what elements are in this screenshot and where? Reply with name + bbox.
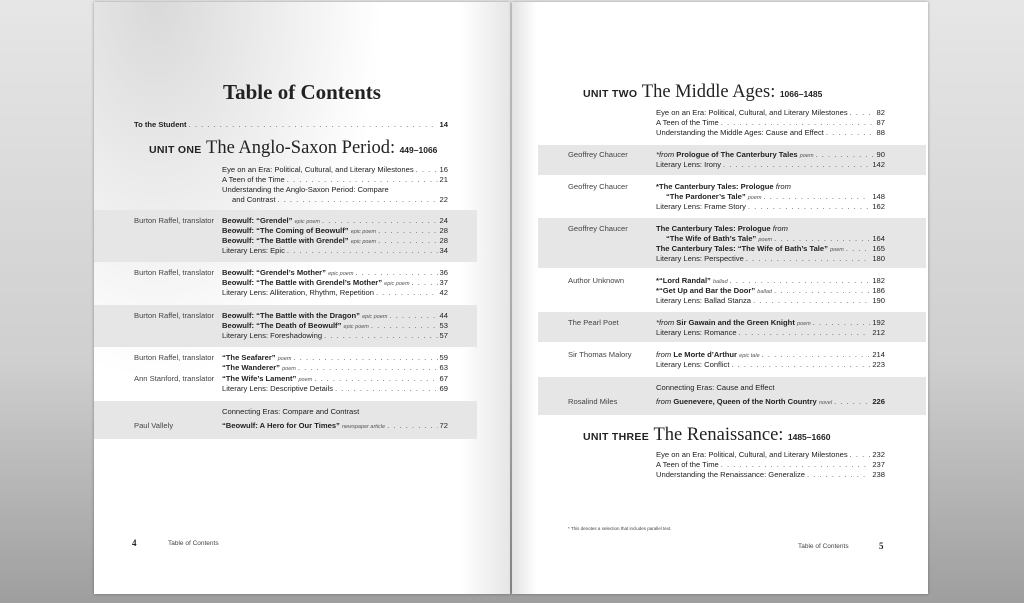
toc-entry-to-student[interactable]: To the Student . . . 14 <box>134 120 448 130</box>
unit-one-heading: UNIT ONE The Anglo-Saxon Period: 449–1066 <box>149 138 438 158</box>
author-name: Burton Raffel, translator <box>134 353 215 362</box>
toc-entry[interactable]: Eye on an Era: Political, Cultural, and Literary Milestones . . . 232 <box>656 450 885 460</box>
toc-entry[interactable]: Beowulf: “The Death of Beowulf” epic poem . . . 53 <box>222 321 448 332</box>
toc-entry[interactable]: A Teen of the Time . . . 21 <box>222 175 448 185</box>
toc-entry[interactable]: Beowulf: “The Coming of Beowulf” epic poem . . . 28 <box>222 226 448 237</box>
toc-entry[interactable]: Eye on an Era: Political, Cultural, and Literary Milestones . . . 82 <box>656 108 885 118</box>
toc-entry[interactable]: Beowulf: “Grendel’s Mother” epic poem . . . 36 <box>222 268 448 279</box>
author-name: Rosalind Miles <box>568 397 618 406</box>
toc-entry[interactable]: Beowulf: “Grendel” epic poem . . . 24 <box>222 216 448 227</box>
author-name: Geoffrey Chaucer <box>568 182 628 191</box>
toc-entry[interactable]: The Canterbury Tales: “The Wife of Bath’s Tale” poem . . . 165 <box>656 244 885 255</box>
toc-entry[interactable]: “The Wanderer” poem . . . 63 <box>222 363 448 374</box>
unit-three-heading: UNIT THREE The Renaissance: 1485–1660 <box>583 425 831 445</box>
toc-entry[interactable]: Understanding the Middle Ages: Cause and Effect . . . 88 <box>656 128 885 138</box>
author-name: Burton Raffel, translator <box>134 268 215 277</box>
author-name: Burton Raffel, translator <box>134 311 215 320</box>
toc-entry[interactable]: Eye on an Era: Political, Cultural, and Literary Milestones . . . 16 <box>222 165 448 175</box>
toc-entry[interactable]: Literary Lens: Frame Story . . . 162 <box>656 202 885 212</box>
author-name: Ann Stanford, translator <box>134 374 215 383</box>
toc-entry[interactable]: *from Prologue of The Canterbury Tales poem . . . 90 <box>656 150 885 161</box>
page-number: 5 <box>879 541 884 551</box>
toc-entry[interactable]: “Beowulf: A Hero for Our Times” newspaper article . . . 72 <box>222 421 448 432</box>
right-page <box>512 2 928 594</box>
toc-entry[interactable]: A Teen of the Time . . . 87 <box>656 118 885 128</box>
toc-entry[interactable]: *“Lord Randal” ballad . . . 182 <box>656 276 885 287</box>
toc-entry[interactable]: “The Pardoner’s Tale” poem . . . 148 <box>666 192 885 203</box>
left-page <box>94 2 510 594</box>
toc-entry[interactable]: from Guenevere, Queen of the North Country novel . . . 226 <box>656 397 885 408</box>
toc-entry[interactable]: A Teen of the Time . . . 237 <box>656 460 885 470</box>
toc-entry[interactable]: and Contrast . . . 22 <box>232 195 448 205</box>
toc-entry[interactable]: Literary Lens: Irony . . . 142 <box>656 160 885 170</box>
toc-entry[interactable]: Beowulf: “The Battle with Grendel’s Mother” epic poem . . . 37 <box>222 278 448 289</box>
toc-entry[interactable]: “The Wife’s Lament” poem . . . 67 <box>222 374 448 385</box>
toc-entry[interactable]: Literary Lens: Foreshadowing . . . 57 <box>222 331 448 341</box>
toc-entry[interactable]: Understanding the Renaissance: Generalize . . . 238 <box>656 470 885 480</box>
toc-entry[interactable]: Literary Lens: Perspective . . . 180 <box>656 254 885 264</box>
unit-two-heading: UNIT TWO The Middle Ages: 1066–1485 <box>583 82 823 102</box>
author-name: Paul Vallely <box>134 421 174 430</box>
author-name: Geoffrey Chaucer <box>568 224 628 233</box>
section-heading: Connecting Eras: Compare and Contrast <box>222 407 360 416</box>
footer-label: Table of Contents <box>168 540 219 547</box>
section-heading: Connecting Eras: Cause and Effect <box>656 383 775 392</box>
toc-entry[interactable]: Literary Lens: Descriptive Details . . . 69 <box>222 384 448 394</box>
author-name: Burton Raffel, translator <box>134 216 215 225</box>
toc-entry[interactable]: Literary Lens: Alliteration, Rhythm, Repetition . . . 42 <box>222 288 448 298</box>
toc-entry[interactable]: Beowulf: “The Battle with Grendel” epic poem . . . 28 <box>222 236 448 247</box>
toc-entry[interactable]: “The Seafarer” poem . . . 59 <box>222 353 448 364</box>
toc-entry[interactable]: “The Wife of Bath’s Tale” poem . . . 164 <box>666 234 885 245</box>
toc-entry[interactable]: Beowulf: “The Battle with the Dragon” epic poem . . . 44 <box>222 311 448 322</box>
author-name: Geoffrey Chaucer <box>568 150 628 159</box>
page-number: 4 <box>132 538 137 548</box>
toc-entry[interactable]: Literary Lens: Romance . . . 212 <box>656 328 885 338</box>
footer-label: Table of Contents <box>798 543 849 550</box>
toc-entry[interactable]: *“Get Up and Bar the Door” ballad . . . 186 <box>656 286 885 297</box>
author-name: Author Unknown <box>568 276 625 285</box>
footnote: * This denotes a selection that includes parallel text. <box>568 526 672 531</box>
toc-entry[interactable]: The Canterbury Tales: Prologue from <box>656 224 788 233</box>
page-title: Table of Contents <box>223 80 381 104</box>
toc-entry[interactable]: Understanding the Anglo-Saxon Period: Compare <box>222 185 389 194</box>
toc-entry[interactable]: Literary Lens: Ballad Stanza . . . 190 <box>656 296 885 306</box>
toc-entry[interactable]: Literary Lens: Epic . . . 34 <box>222 246 448 256</box>
toc-entry[interactable]: *The Canterbury Tales: Prologue from <box>656 182 791 191</box>
author-name: The Pearl Poet <box>568 318 619 327</box>
toc-entry[interactable]: from Le Morte d’Arthur epic tale . . . 214 <box>656 350 885 361</box>
toc-entry[interactable]: Literary Lens: Conflict . . . 223 <box>656 360 885 370</box>
toc-entry[interactable]: *from Sir Gawain and the Green Knight poem . . . 192 <box>656 318 885 329</box>
author-name: Sir Thomas Malory <box>568 350 632 359</box>
